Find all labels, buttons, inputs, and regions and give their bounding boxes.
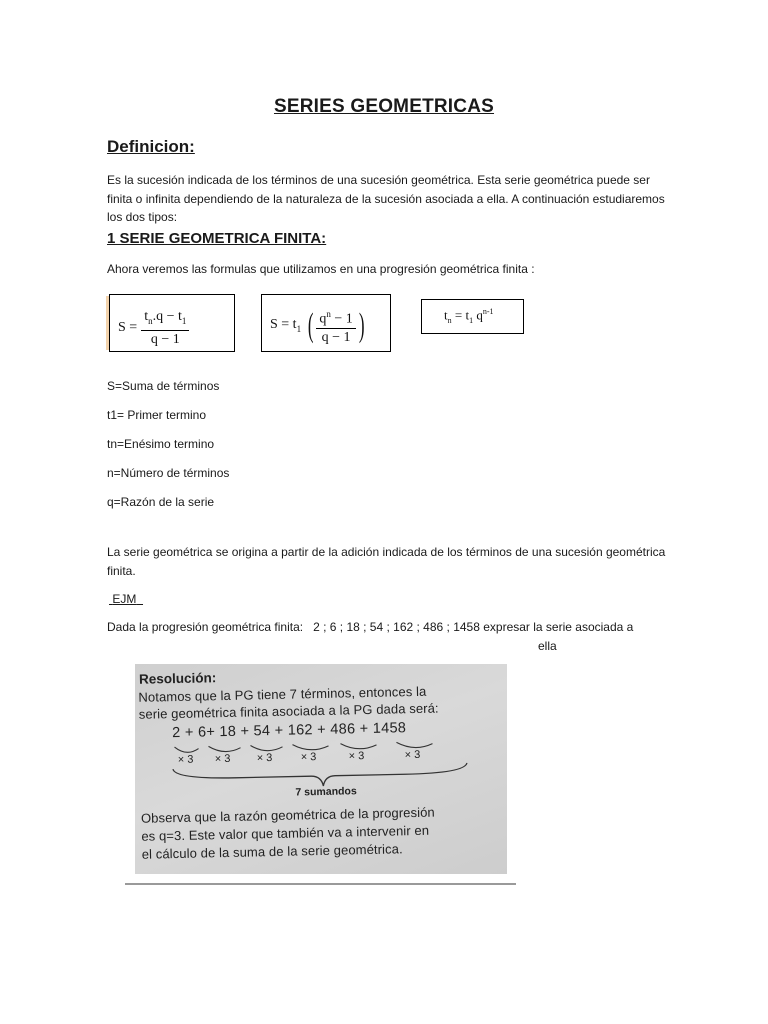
formulas-intro: Ahora veremos las formulas que utilizamos en una progresión geométrica finita :: [107, 262, 535, 276]
arrow-3: [250, 745, 282, 751]
photo-line-5: el cálculo de la suma de la serie geométrica.: [141, 841, 403, 862]
definition-sum: S=Suma de términos: [107, 379, 220, 393]
formula-sum-2: $S = t_1$ ( $\frac{q^n - 1}{q - 1}$ ): [261, 294, 391, 352]
arrow-1: [175, 747, 199, 753]
example-text-tail: ella: [538, 639, 557, 653]
definition-paragraph: Es la sucesión indicada de los términos de una sucesión geométrica. Esta serie geométrica puede ser finita o infinita dependiendo de la naturaleza de la sucesión asociada a ella. A continuación estudiaremos los dos tipos:: [107, 173, 665, 224]
formula-sum-1-fraction: $\frac{t_n.q - t_1}{q - 1}$: [141, 308, 189, 348]
arrow-2: [209, 746, 241, 752]
multiplier-2: × 3: [214, 752, 231, 766]
arrow-5: [340, 743, 376, 749]
arrow-4: [292, 744, 328, 750]
formula-nth-term: $t_n = t_1$ $q^{n-1}$: [421, 299, 524, 334]
origin-paragraph: La serie geométrica se origina a partir de la adición indicada de los términos de una sucesión geométrica finita.: [107, 545, 666, 578]
definition-first-term: t1= Primer termino: [107, 408, 207, 422]
multiplier-5: × 3: [348, 750, 365, 763]
multiplier-6: × 3: [404, 748, 421, 762]
arrow-6: [396, 742, 432, 748]
definition-heading: Definicion:: [107, 137, 195, 156]
bottom-divider: [125, 883, 516, 885]
photo-sequence: 2 + 6+ 18 + 54 + 162 + 486 + 1458: [172, 720, 407, 742]
photo-line-3: Observa que la razón geométrica de la progresión: [140, 804, 435, 826]
formula-sum-1: S = $\frac{t_n.q - t_1}{q - 1}$: [109, 294, 235, 352]
example-text: Dada la progresión geométrica finita: 2 ; 6 ; 18 ; 54 ; 162 ; 486 ; 1458 expresar la serie asociada a: [107, 620, 634, 634]
definition-ratio: q=Razón de la serie: [107, 495, 215, 509]
photo-line-1: Notamos que la PG tiene 7 términos, entonces la: [138, 683, 427, 705]
definition-nth-term: tn=Enésimo termino: [107, 437, 215, 451]
finite-series-heading: 1 SERIE GEOMETRICA FINITA:: [107, 230, 327, 247]
page-title: SERIES GEOMETRICAS: [273, 96, 495, 117]
sumandos-label: 7 sumandos: [295, 785, 357, 799]
definition-num-terms: n=Número de términos: [107, 466, 230, 480]
multiplier-4: × 3: [300, 751, 317, 764]
photo-heading: Resolución:: [138, 670, 217, 687]
example-label: EJM: [112, 592, 137, 606]
multiplier-3: × 3: [256, 752, 273, 765]
formula-sum-2-fraction: $\frac{q^n - 1}{q - 1}$: [316, 306, 355, 346]
multiplier-1: × 3: [177, 753, 194, 766]
photo-line-2: serie geométrica finita asociada a la PG dada será:: [138, 700, 439, 722]
photo-line-4: es q=3. Este valor que también va a intervenir en: [141, 822, 430, 844]
resolution-photo: [135, 664, 507, 874]
